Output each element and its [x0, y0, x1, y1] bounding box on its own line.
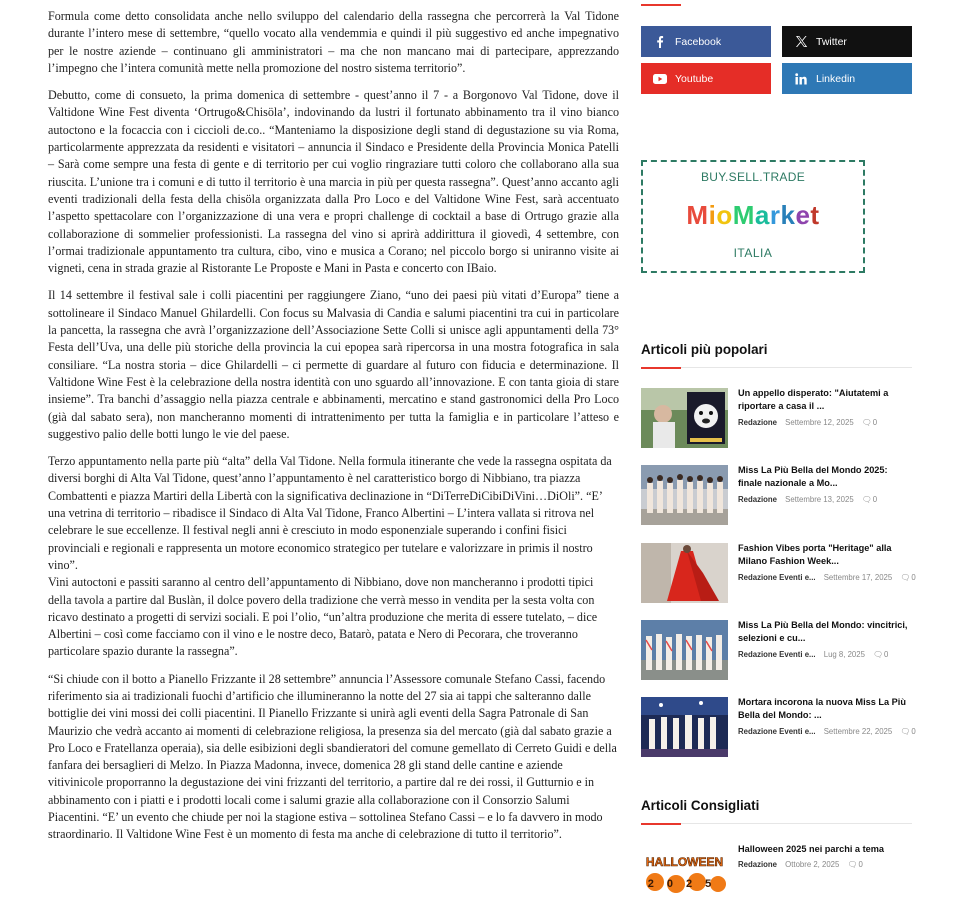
comments-icon: 🗨	[861, 418, 872, 427]
post-title[interactable]: Halloween 2025 nei parchi a tema	[738, 844, 885, 854]
comment-count: 0	[911, 573, 916, 582]
post-author[interactable]: Redazione	[738, 418, 777, 427]
post-author[interactable]: Redazione Eventi e...	[738, 573, 816, 582]
linkedin-button[interactable]	[782, 63, 912, 94]
post-title[interactable]: Miss La Più Bella del Mondo 2025: finale nazionale a Mo...	[738, 465, 888, 488]
post-thumbnail[interactable]	[641, 388, 728, 448]
article-paragraph: Il 14 settembre il festival sale i colli piacentini per raggiungere Ziano, “uno dei paesi più vitati d’Europa” tiene a sottolineare il Sindaco Manuel Ghilardelli. Con focus su Malvasia di Candia e salumi piacentini tra cui in particolare la pancetta, la rassegna che avrà l’organizzazione dell’Associazione Sette Colli si unisce agli appuntamenti della 73° Festa dell’Uva, una delle più storiche della provincia la cui epopea sarà ripercorsa in una mostra fotografica in sala consiliare. “La nostra storia – dice Ghilardelli – ci permette di guardare al futuro con fiducia e determinazione. Il Valtidone Wine Fest è la celebrazione della nostra identità con uno sguardo all’innovazione. E con tanta gioia di stare insieme”. Tra banchi d’assaggio nella piazza centrale e abbinamenti, mercatino e stand gastronomici della Pro Loco (già dal sabato sera), non mancheranno momenti di intrattenimento per tutta la famiglia e in particolare l’atteso e suggestivo palio delle botti lungo le vie del paese.	[48, 288, 619, 441]
twitter-button[interactable]	[782, 26, 912, 57]
miomarket-ad-banner[interactable]	[641, 160, 865, 273]
post-author[interactable]: Redazione Eventi e...	[738, 650, 816, 659]
post-author[interactable]: Redazione	[738, 860, 777, 869]
post-author[interactable]: Redazione	[738, 495, 777, 504]
post-meta	[738, 418, 920, 427]
linkedin-label: Linkedin	[816, 72, 856, 85]
comment-count: 0	[872, 495, 878, 504]
comments-icon: 🗨	[900, 573, 911, 582]
article-paragraph: Terzo appuntamento nella parte più “alta” della Val Tidone. Nella formula itinerante che vede la rassegna ospitata da diversi borghi di Alta Val Tidone, quest’anno l’appuntamento è nel caratteristico borgo di Nibbiano, tra piazza Combattenti e piazza Martiri della Libertà con la significativa declinazione in “DiTerreDiCibiDiVini…DiOli”. “E’ una vetrina di territorio – ribadisce il Sindaco di Alta Val Tidone, Franco Albertini – L’intera vallata si ritrova nel celebrare le sue eccellenze. Il festival negli anni è cresciuto in modo esponenziale superando i confini fisici provinciali e regionali e rappresenta un motore economico strategico per tutelare e valorizzare in primis il nostro vino”.	[48, 454, 612, 572]
popular-post-3[interactable]	[641, 543, 916, 603]
ad-brand-letter: r	[769, 200, 781, 230]
popular-post-4[interactable]	[641, 620, 916, 680]
popular-post-2[interactable]	[641, 465, 916, 525]
ad-brand-letter: i	[708, 200, 717, 230]
post-meta	[738, 860, 920, 869]
ad-tagline: BUY.SELL.TRADE	[700, 170, 806, 184]
twitter-label: Twitter	[816, 35, 847, 48]
facebook-button[interactable]	[641, 26, 771, 57]
article-paragraph: Debutto, come di consueto, la prima domenica di settembre - quest’anno il 7 - a Borgonovo Val Tidone, dove il Valtidone Wine Fest diventa ‘Ortrugo&Chisöla’, indovinando da lustri il fortunato abbinamento tra il vino bianco autoctono e la focaccia con i ciccioli de.co.. “Manteniamo la disposizione degli stand di degustazione su via Roma, particolarmente apprezzata da residenti e visitatori – annuncia il Sindaco e Presidente della Provincia Monica Patelli – Sarà come sempre una festa di gente e di territorio per cui voglio ringraziare tutti coloro che collaborano alla sua riuscita. L’unione tra i comuni e di tutto il territorio è una marcia in più per questa rassegna”. Quest’anno accanto agli eventi tradizionali della festa della chisöla organizzata dalla Pro Loco e del Valtidone Wine Fest, sarà accentuato l’aspetto spettacolare con l’organizzazione di una vera e propri challenge di cocktail a base di Ortrugo grazie alla collaborazione di sommelier professionisti. La rassegna del vino si aprirà addirittura il giovedì, 4 settembre, con l’ormai tradizionale appuntamento tra cultura, cibo, vino e musica a Corano; nel piccolo borgo si uniranno visite ai vigneti, cena in strada grazie al Ristorante Le Proposte e Mani in Pasta e concerto con IBaio.	[48, 88, 619, 276]
article-paragraph: Vini autoctoni e passiti saranno al centro dell’appuntamento di Nibbiano, dove non mancheranno i prodotti tipici della tavola a partire dal Buslàn, il dolce povero della tradizione che verrà messo in vendita per la sesta volta con ricavo destinato a progetti di servizi sociali. E poi l’olio, “un’altra produzione che merita di essere tutelato, – dice Albertini – così come facciamo con il vino e le nostre deco, Batarò, patata e Nero di Pecorara, che troveranno particolare spazio durante la rassegna”.	[48, 575, 598, 659]
facebook-label: Facebook	[675, 35, 722, 48]
recommended-post-1[interactable]	[641, 844, 916, 904]
thumb-halloween-text: HALLOWEEN	[645, 855, 724, 869]
post-thumbnail[interactable]	[641, 844, 728, 894]
ad-brand-letter: a	[754, 200, 770, 230]
comments-icon: 🗨	[900, 727, 911, 736]
comments-icon: 🗨	[847, 860, 858, 869]
post-thumbnail[interactable]	[641, 697, 728, 757]
facebook-icon	[653, 35, 667, 49]
ad-brand-letter: o	[716, 200, 733, 230]
article-body	[48, 8, 619, 854]
article-paragraph: Formula come detto consolidata anche nello sviluppo del calendario della rassegna che percorrerà la Val Tidone durante l’intero mese di settembre, “quello vocato alla vendemmia e quindi il più suggestivo ed anche impegnativo per le nostre aziende – continuano gli amministratori – ma che non mancano mai di partecipare, apprezzando l’impegno che l’intera comunità mette nella promozione del nostro sistema territorio”.	[48, 9, 619, 75]
ad-brand-letter: t	[810, 200, 820, 230]
post-meta	[738, 727, 920, 736]
comment-count: 0	[884, 650, 889, 659]
popular-post-5[interactable]	[641, 697, 916, 757]
thumb-year-text: 2025	[647, 878, 725, 890]
post-date: Lug 8, 2025	[823, 650, 865, 659]
ad-brand-letter: M	[732, 200, 755, 230]
post-title[interactable]: Fashion Vibes porta "Heritage" alla Milano Fashion Week...	[738, 543, 892, 566]
youtube-button[interactable]	[641, 63, 771, 94]
post-author[interactable]: Redazione Eventi e...	[738, 727, 816, 736]
widget-divider	[641, 823, 912, 824]
post-date: Settembre 17, 2025	[823, 573, 893, 582]
post-title[interactable]: Mortara incorona la nuova Miss La Più Bella del Mondo: ...	[738, 697, 906, 720]
comment-count: 0	[911, 727, 916, 736]
x-twitter-icon	[794, 35, 808, 49]
post-meta	[738, 573, 920, 582]
post-title[interactable]: Un appello disperato: "Aiutatemi a riportare a casa il ...	[738, 388, 889, 411]
comment-count: 0	[858, 860, 863, 869]
post-thumbnail[interactable]	[641, 465, 728, 525]
post-title[interactable]: Miss La Più Bella del Mondo: vincitrici, selezioni e cu...	[738, 620, 908, 643]
recommended-widget-title: Articoli Consigliati	[641, 798, 760, 813]
post-date: Settembre 12, 2025	[785, 418, 854, 427]
post-thumbnail[interactable]	[641, 543, 728, 603]
youtube-icon	[653, 72, 667, 86]
ad-brand-letter: e	[795, 200, 811, 230]
ad-country: ITALIA	[733, 246, 773, 260]
post-meta	[738, 495, 920, 504]
popular-post-1[interactable]	[641, 388, 916, 448]
comments-icon: 🗨	[873, 650, 884, 659]
ad-brand-letter: k	[780, 200, 796, 230]
article-paragraph: “Si chiude con il botto a Pianello Frizzante il 28 settembre” annuncia l’Assessore comunale Stefano Cassi, facendo riferimento sia ai tradizionali fuochi d’artificio che illumineranno la notte del 27 sia ai tappi che salteranno dalle bottiglie dei vini mossi dei colli piacentini. Il Pianello Frizzante si unirà agli eventi della Sagra Patronale di San Maurizio che vedrà accanto ai momenti di celebrazione religiosa, la presenza sia del mercato (già dal sabato grazie a Pro Loco e Fratellanza operaia), sia delle esibizioni degli sbandieratori del comune gemellato di Cerreto Guidi e della fanfara dei bersaglieri di Melzo. In Piazza Madonna, invece, domenica 28 gli stand delle cantine e aziende vitivinicole proporranno la degustazione dei vini frizzanti del territorio, a partire dal re dei rossi, il Gutturnio e in abbinamento con i piatti e i prodotti locali come i salumi grazie alla collaborazione con il Consorzio Salumi Piacentini. “E’ un evento che chiude per noi la stagione estiva – sottolinea Stefano Cassi – e lo fa davvero in modo straordinario. Il Valtidone Wine Fest è un momento di festa ma anche di celebrazione di tutto il territorio”.	[48, 671, 617, 842]
ad-brand-logo	[643, 200, 863, 231]
ad-brand-letter: M	[686, 200, 709, 230]
widget-divider	[641, 367, 912, 368]
post-date: Settembre 13, 2025	[785, 495, 854, 504]
post-date: Ottobre 2, 2025	[785, 860, 840, 869]
linkedin-icon	[794, 72, 808, 86]
comments-icon: 🗨	[861, 495, 872, 504]
post-thumbnail[interactable]	[641, 620, 728, 680]
popular-widget-title: Articoli più popolari	[641, 342, 768, 357]
widget-accent-rule	[641, 4, 681, 6]
post-meta	[738, 650, 920, 659]
post-date: Settembre 22, 2025	[823, 727, 893, 736]
youtube-label: Youtube	[675, 72, 714, 85]
comment-count: 0	[872, 418, 878, 427]
